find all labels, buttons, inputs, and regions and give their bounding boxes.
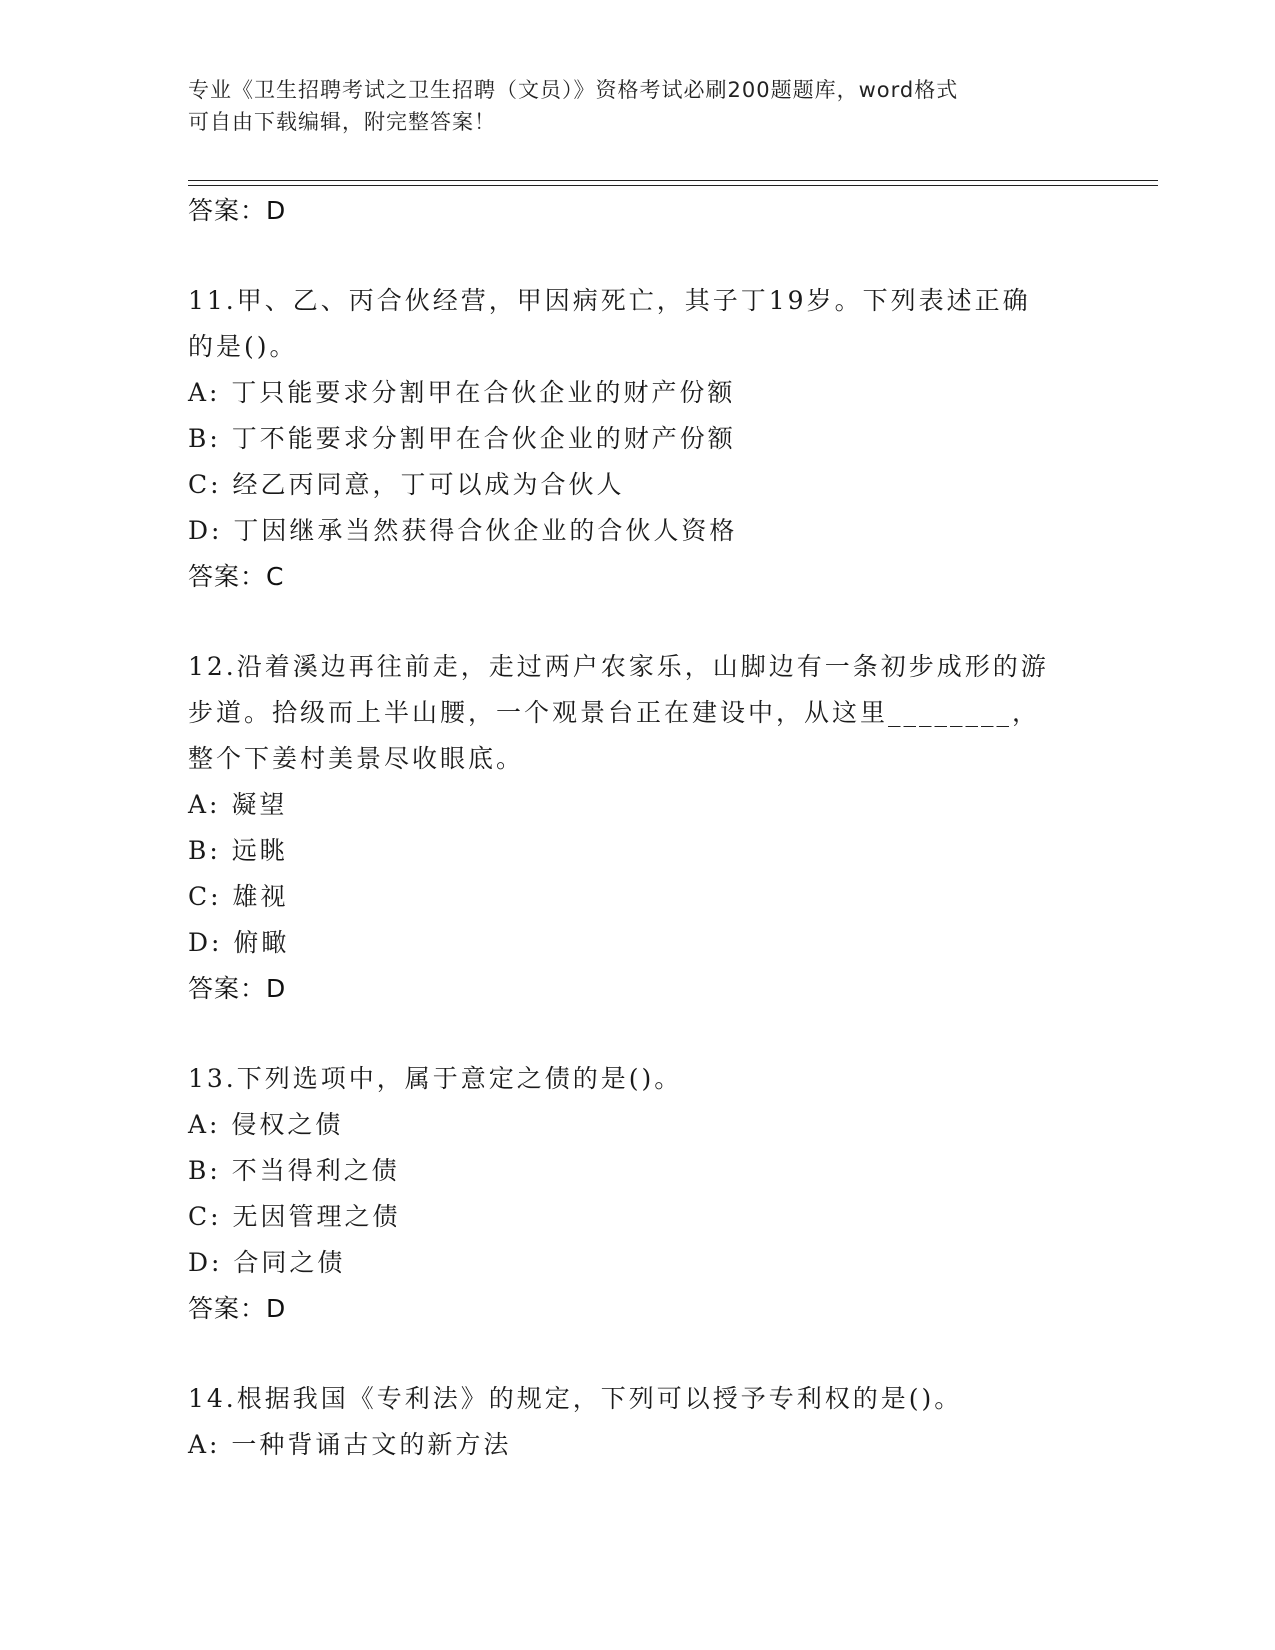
question-block — [188, 278, 1148, 600]
document-body — [188, 188, 1148, 1468]
question-stem-line: 整个下姜村美景尽收眼底。 — [188, 744, 525, 773]
option-b: B: 远眺 — [188, 836, 288, 865]
header-line-1: 专业《卫生招聘考试之卫生招聘（文员）》资格考试必刷200题题库，word格式 — [188, 78, 959, 102]
option-d: D: 合同之债 — [188, 1248, 346, 1277]
option-c: C: 雄视 — [188, 882, 289, 911]
question-stem-line: 11.甲、乙、丙合伙经营，甲因病死亡，其子丁19岁。下列表述正确 — [188, 286, 1031, 315]
header-divider-bottom — [188, 185, 1158, 186]
option-c: C: 经乙丙同意，丁可以成为合伙人 — [188, 470, 625, 499]
spacer — [188, 1012, 1148, 1056]
answer-line: 答案：C — [188, 562, 285, 591]
option-a: A: 凝望 — [188, 790, 288, 819]
question-stem-line: 的是()。 — [188, 332, 298, 361]
question-stem-line: 13.下列选项中，属于意定之债的是()。 — [188, 1064, 683, 1093]
question-stem-line: 14.根据我国《专利法》的规定，下列可以授予专利权的是()。 — [188, 1384, 963, 1413]
question-stem-line: 12.沿着溪边再往前走，走过两户农家乐，山脚边有一条初步成形的游 — [188, 652, 1049, 681]
question-stem-line: 步道。拾级而上半山腰，一个观景台正在建设中，从这里________， — [188, 698, 1041, 727]
answer-line: 答案：D — [188, 1294, 287, 1323]
answer-line: 答案：D — [188, 974, 287, 1003]
header-line-2: 可自由下载编辑，附完整答案！ — [188, 110, 496, 134]
option-a: A: 一种背诵古文的新方法 — [188, 1430, 512, 1459]
option-c: C: 无因管理之债 — [188, 1202, 401, 1231]
document-header — [188, 74, 1088, 138]
spacer — [188, 1332, 1148, 1376]
option-d: D: 俯瞰 — [188, 928, 290, 957]
option-d: D: 丁因继承当然获得合伙企业的合伙人资格 — [188, 516, 738, 545]
spacer — [188, 234, 1148, 278]
spacer — [188, 600, 1148, 644]
option-a: A: 侵权之债 — [188, 1110, 344, 1139]
answer-line: 答案：D — [188, 196, 287, 225]
option-b: B: 丁不能要求分割甲在合伙企业的财产份额 — [188, 424, 736, 453]
option-a: A: 丁只能要求分割甲在合伙企业的财产份额 — [188, 378, 736, 407]
header-divider-top — [188, 180, 1158, 181]
option-b: B: 不当得利之债 — [188, 1156, 400, 1185]
question-block — [188, 1056, 1148, 1332]
question-block — [188, 644, 1148, 1012]
question-block — [188, 1376, 1148, 1468]
